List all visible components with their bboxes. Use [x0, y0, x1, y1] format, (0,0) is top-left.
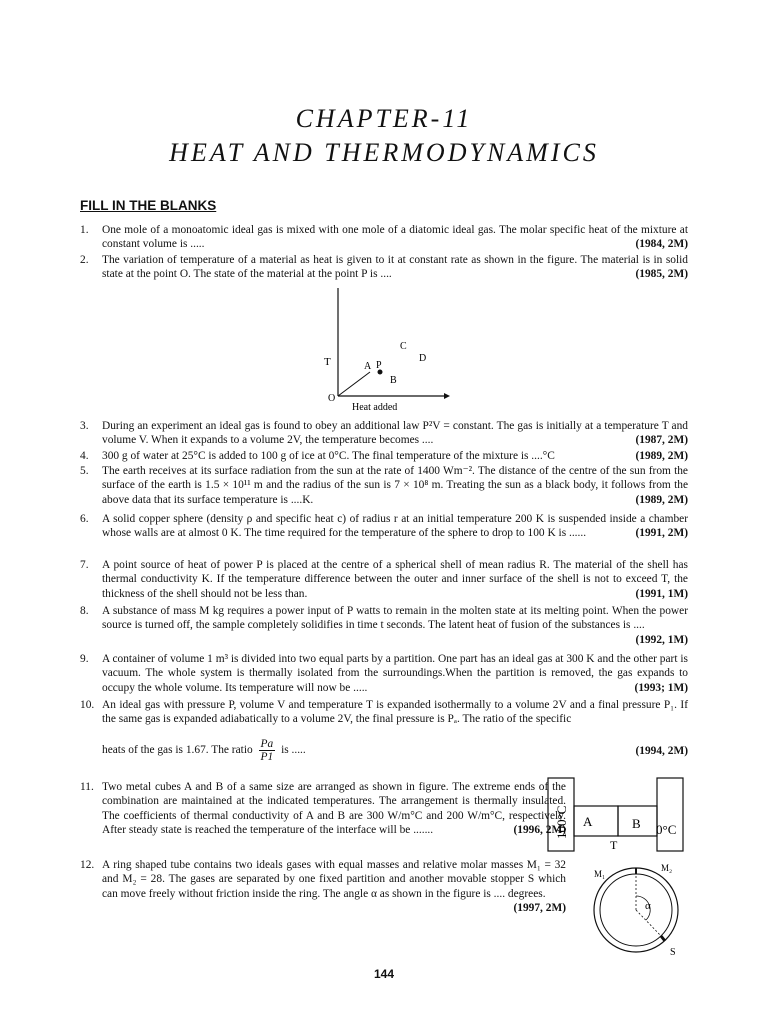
question-7 [80, 558, 688, 601]
cube-a-label: A [583, 814, 593, 829]
arrow-head-icon [444, 393, 450, 399]
chapter-title: HEAT AND THERMODYNAMICS [169, 138, 599, 167]
question-year: (1991, 1M) [635, 587, 688, 600]
question-9 [80, 652, 688, 695]
question-year: (1989, 2M) [635, 493, 688, 506]
origin-label: O [328, 393, 336, 404]
movable-stopper [661, 936, 665, 941]
question-number: 7. [80, 559, 89, 571]
point-c-label: C [400, 341, 407, 352]
fraction-denominator: P1 [260, 751, 274, 763]
question-number: 11. [80, 781, 94, 793]
question-text: During an experiment an ideal gas is found to obey an additional law P²V = constant. The gas is initially at a temperature T and volume V. When it expands to a volume 2V, the temperature becomes .... [102, 420, 688, 447]
question-year: (1987, 2M) [635, 434, 688, 447]
question-year: (1996, 2M) [513, 824, 566, 837]
alpha-label: α [645, 900, 651, 912]
pressure-ratio-fraction [259, 738, 276, 763]
page-number: 144 [373, 967, 395, 981]
question-text: An ideal gas with pressure P, volume V and temperature T is expanded isothermally to a volume 2V and a final pressure P₁. If the same gas is expanded adiabatically to a volume 2V, the final pressure is Pₐ. The ratio of the specific [102, 699, 688, 726]
question-6 [80, 512, 688, 541]
question-text: heats of the gas is 1.67. The ratio [102, 744, 253, 757]
question-10 [80, 698, 688, 727]
question-text: One mole of a monoatomic ideal gas is mixed with one mole of a diatomic ideal gas. The molar specific heat of the mixture at constant volume is ..... [102, 224, 688, 251]
point-a-label: A [364, 361, 372, 372]
x-axis-label: Heat added [352, 402, 398, 412]
question-text: A point source of heat of power P is placed at the centre of a spherical shell of mean radius R. The material of the shell has thermal conductivity K. If the temperature difference between the outer and inner surface of the shell is not to exceed T, the thickness of the shell should not be less than. [102, 559, 688, 600]
question-year: (1984, 2M) [635, 238, 688, 251]
question-number: 12. [80, 859, 95, 871]
point-b-label: B [390, 375, 397, 386]
section-heading: FILL IN THE BLANKS [80, 198, 217, 213]
left-temperature-label: 100°C [554, 805, 569, 839]
question-number: 10. [80, 699, 95, 711]
question-year: (1994, 2M) [635, 745, 688, 757]
chapter-number: CHAPTER-11 [295, 104, 473, 133]
question-3 [80, 419, 688, 448]
question-text: is ..... [281, 744, 306, 757]
cold-reservoir [657, 778, 683, 851]
question-text: A ring shaped tube contains two ideals gases with equal masses and relative molar masses M₁ = 32 and M₂ = 28. The gases are separated by one fixed partition and another movable stopper S which can move freely without friction inside the ring. The angle α as shown in the figure is .... degrees. [102, 859, 566, 900]
question-4 [80, 449, 688, 463]
question-number: 2. [80, 254, 89, 266]
question-year: (1997, 2M) [513, 902, 566, 915]
question-number: 6. [80, 513, 89, 525]
question-10-continuation [80, 738, 688, 763]
question-number: 4. [80, 450, 89, 462]
m2-label: M₂ [661, 863, 673, 873]
cube-a [574, 806, 618, 836]
question-year: (1989, 2M) [635, 450, 688, 462]
point-p-label: P [376, 360, 382, 371]
question-11 [80, 780, 566, 838]
question-number: 3. [80, 420, 89, 432]
interface-temperature-label: T [610, 838, 618, 852]
right-temperature-label: 0°C [656, 822, 677, 837]
question-text: A container of volume 1 m³ is divided into two equal parts by a partition. One part has an ideal gas at 300 K and the other part is vacuum. The whole system is thermally isolated from the surroundings.When the partition is removed, the gas expands to occupy the whole volume. Its temperature will now be ..... [102, 653, 688, 694]
question-text: The variation of temperature of a material as heat is given to it at constant rate as shown in the figure. The material is in solid state at the point O. The state of the material at the point P is .... [102, 254, 688, 281]
question-text: A solid copper sphere (density ρ and specific heat c) of radius r at an initial temperature 200 K is suspended inside a chamber whose walls are at almost 0 K. The time required for the temperature of the sphere to drop to 100 K is ...... [102, 513, 688, 540]
y-axis-label: T [324, 356, 331, 368]
metal-cubes-figure [547, 776, 689, 854]
point-d-label: D [419, 353, 427, 364]
question-8 [80, 604, 688, 647]
cube-b-label: B [632, 816, 641, 831]
heating-line [338, 372, 370, 396]
question-number: 9. [80, 653, 89, 665]
question-year: (1993; 1M) [634, 681, 688, 694]
question-text: The earth receives at its surface radiation from the sun at the rate of 1400 Wm⁻². The distance of the centre of the sun from the surface of the earth is 1.5 × 10¹¹ m and the radius of the sun is 7 × 10⁸ m. Treating the sun as a black body, it follows from the above data that its surface temperature is ....K. [102, 465, 688, 506]
question-text: Two metal cubes A and B of a same size are arranged as shown in figure. The extreme ends of the combination are maintained at the indicated temperatures. The arrangement is thermally insulated. The coefficients of thermal conductivity of A and B are 300 W/m°C and 200 W/m°C, respectively. After steady state is reached the temperature of the interface will be ....... [102, 781, 566, 837]
heat-temperature-figure [322, 286, 452, 412]
question-number: 5. [80, 465, 89, 477]
question-year: (1991, 2M) [635, 527, 688, 540]
question-number: 1. [80, 224, 89, 236]
question-5 [80, 464, 688, 507]
question-year: (1985, 2M) [635, 268, 688, 281]
question-1 [80, 223, 688, 252]
question-year: (1992, 1M) [635, 633, 688, 646]
stopper-label: S [670, 947, 676, 958]
fraction-numerator: Pa [260, 738, 274, 750]
question-text: 300 g of water at 25°C is added to 100 g of ice at 0°C. The final temperature of the mixture is ....°C [102, 450, 555, 462]
question-number: 8. [80, 605, 89, 617]
question-12 [80, 858, 566, 916]
ring-tube-figure [584, 860, 688, 958]
question-text: A substance of mass M kg requires a power input of P watts to remain in the molten state at its melting point. When the power source is turned off, the sample completely solidifies in time t seconds. The latent heat of fusion of the substances is .... [102, 605, 688, 632]
m1-label: M₁ [594, 869, 606, 879]
question-2 [80, 253, 688, 282]
